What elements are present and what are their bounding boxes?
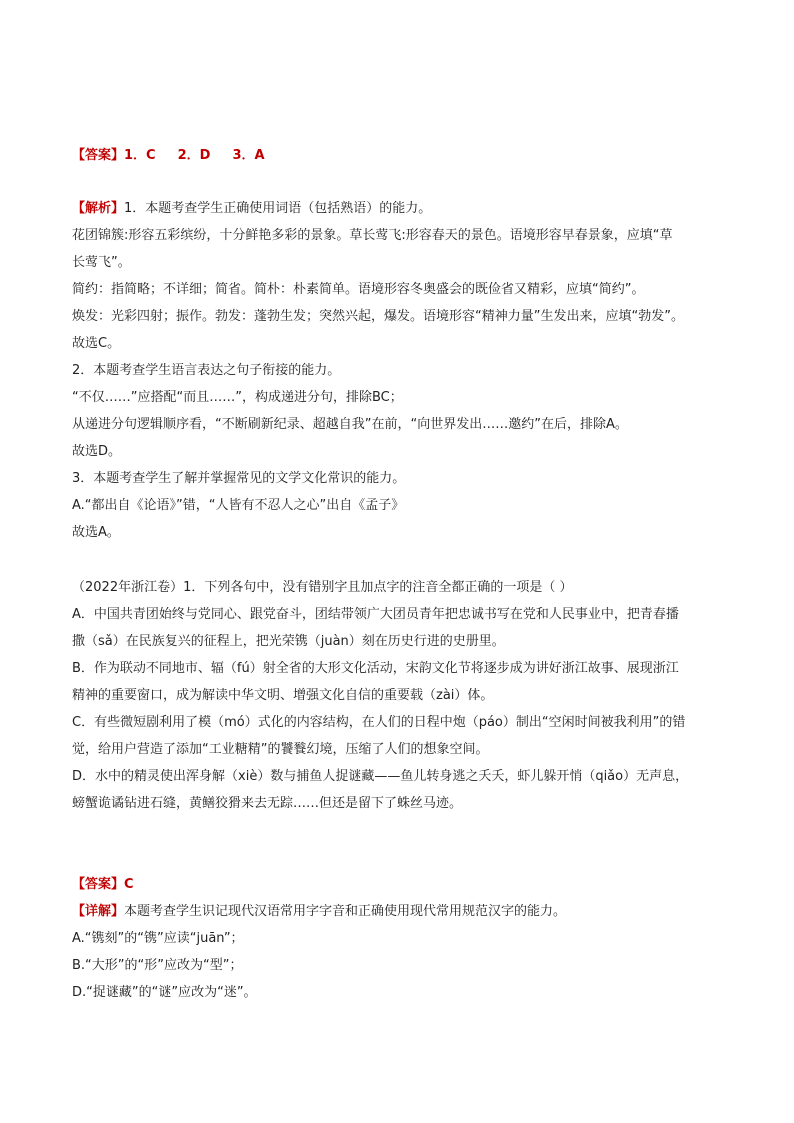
analysis-text: 从递进分句逻辑顺序看，“不断刷新纪录、超越自我”在前，“向世界发出……邀约”在后，排除A。: [72, 417, 628, 432]
answer-label: 【答案】: [72, 148, 125, 163]
analysis-text: 1．本题考查学生正确使用词语（包括熟语）的能力。: [124, 201, 432, 216]
answer-item: 3．A: [232, 148, 265, 163]
analysis-text: A.“都出自《论语》”错，“人皆有不忍人之心”出自《孟子》: [72, 498, 405, 513]
question-option-text: A．中国共青团始终与党同心、跟党奋斗，团结带领广大团员青年把忠诚书写在党和人民事业中，把青春播: [72, 607, 679, 622]
answer-line-2: [72, 876, 732, 893]
analysis-text: 简约：指简略；不详细；简省。简朴：朴素简单。语境形容冬奥盛会的既俭省又精彩，应填“简约”。: [72, 282, 645, 297]
question-option-text: 精神的重要窗口，成为解读中华文明、增强文化自信的重要载（zài）体。: [72, 688, 494, 703]
detail-text: A.“镌刻”的“镌”应读“juān”；: [72, 931, 244, 946]
analysis-text: 长莺飞”。: [72, 255, 131, 270]
analysis-text: 故选D。: [72, 444, 122, 459]
answer-item: 1．C: [124, 148, 156, 163]
detail-text: 本题考查学生识记现代汉语常用字字音和正确使用现代常用规范汉字的能力。: [124, 904, 567, 919]
answer-label: 【答案】: [72, 877, 125, 892]
question-stem: （2022年浙江卷）1．下列各句中，没有错别字且加点字的注音全都正确的一项是（ ）: [72, 580, 573, 595]
analysis-heading-line: [72, 200, 732, 217]
detail-label: 【详解】: [72, 904, 125, 919]
question-option-text: 撒（sǎ）在民族复兴的征程上，把光荣镌（juàn）刻在历史行进的史册里。: [72, 634, 505, 649]
analysis-text: “不仅……”应搭配“而且……”，构成递进分句，排除BC；: [72, 390, 403, 405]
analysis-text: 故选C。: [72, 336, 121, 351]
question-option-text: D．水中的精灵使出浑身解（xiè）数与捕鱼人捉谜藏——鱼儿转身逃之夭夭，虾儿躲开悄（qiǎo）无声息，: [72, 769, 689, 784]
analysis-text: 故选A。: [72, 525, 120, 540]
analysis-text: 3．本题考查学生了解并掌握常见的文学文化常识的能力。: [72, 471, 406, 486]
answer-value: C: [124, 877, 134, 892]
analysis-text: 花团锦簇:形容五彩缤纷，十分鲜艳多彩的景象。草长莺飞:形容春天的景色。语境形容早春景象，应填“草: [72, 228, 673, 243]
question-option-text: C．有些微短剧利用了模（mó）式化的内容结构，在人们的日程中炮（páo）制出“空闲时间被我利用”的错: [72, 715, 686, 730]
analysis-label: 【解析】: [72, 201, 125, 216]
question-option-text: B．作为联动不同地市、辐（fú）射全省的大形文化活动，宋韵文化节将逐步成为讲好浙江故事、展现浙江: [72, 661, 679, 676]
detail-text: D.“捉谜藏”的“谜”应改为“迷”。: [72, 985, 257, 1000]
answer-line-1: [72, 147, 732, 164]
detail-heading-line: [72, 903, 732, 920]
detail-text: B.“大形”的“形”应改为“型”；: [72, 958, 243, 973]
answer-item: 2．D: [177, 148, 211, 163]
analysis-text: 2．本题考查学生语言表达之句子衔接的能力。: [72, 363, 341, 378]
question-option-text: 螃蟹诡谲钻进石缝，黄鳝狡猾来去无踪……但还是留下了蛛丝马迹。: [72, 796, 463, 811]
analysis-text: 焕发：光彩四射；振作。勃发：蓬勃生发；突然兴起，爆发。语境形容“精神力量”生发出来，应填“勃发”。: [72, 309, 684, 324]
question-option-text: 觉，给用户营造了添加“工业糖精”的饕餮幻境，压缩了人们的想象空间。: [72, 742, 489, 757]
